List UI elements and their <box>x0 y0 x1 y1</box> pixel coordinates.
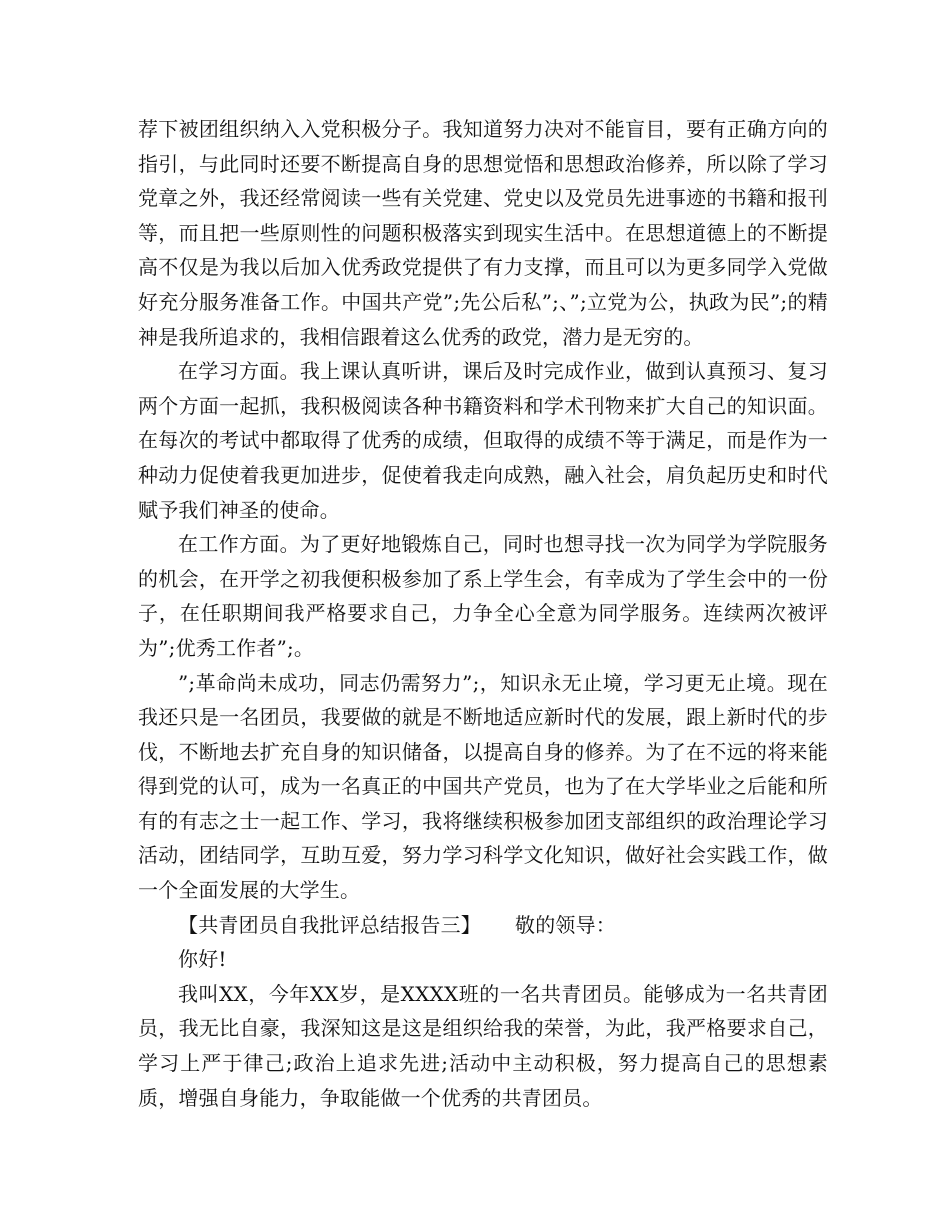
section-title: 【共青团员自我批评总结报告三】 <box>178 912 481 937</box>
salutation: 敬的领导： <box>515 912 616 937</box>
paragraph-continue-effort: ”;革命尚未成功，同志仍需努力”;，知识永无止境，学习更无止境。现在我还只是一名团员，我要做的就是不断地适应新时代的发展，跟上新时代的步伐，不断地去扩充自身的知识储备，以提高自身的修养。为了在不远的将来能得到党的认可，成为一名真正的中国共产党员，也为了在大学毕业之后能和所有的有志之士一起工作、学习，我将继续积极参加团支部组织的政治理论学习活动，团结同学，互助互爱，努力学习科学文化知识，做好社会实践工作，做一个全面发展的大学生。 <box>138 670 828 903</box>
document-page <box>138 112 828 1115</box>
paragraph-study: 在学习方面。我上课认真听讲，课后及时完成作业，做到认真预习、复习两个方面一起抓，我积极阅读各种书籍资料和学术刊物来扩大自己的知识面。在每次的考试中都取得了优秀的成绩，但取得的成绩不等于满足，而是作为一种动力促使着我更加进步，促使着我走向成熟，融入社会，肩负起历史和时代赋予我们神圣的使命。 <box>138 359 828 522</box>
paragraph-work: 在工作方面。为了更好地锻炼自己，同时也想寻找一次为同学为学院服务的机会，在开学之初我便积极参加了系上学生会，有幸成为了学生会中的一份子，在任职期间我严格要求自己，力争全心全意为同学服务。连续两次被评为”;优秀工作者”;。 <box>138 532 828 660</box>
greeting: 你好! <box>178 947 227 972</box>
paragraph-self-introduction: 我叫XX，今年XX岁，是XXXX班的一名共青团员。能够成为一名共青团员，我无比自豪，我深知这是这是组织给我的荣誉，为此，我严格要求自己，学习上严于律己;政治上追求先进;活动中主动积极，努力提高自己的思想素质，增强自身能力，争取能做一个优秀的共青团员。 <box>138 981 828 1110</box>
paragraph-party-commitment: 荐下被团组织纳入入党积极分子。我知道努力决对不能盲目，要有正确方向的指引，与此同时还要不断提高自身的思想觉悟和思想政治修养，所以除了学习党章之外，我还经常阅读一些有关党建、党史以及党员先进事迹的书籍和报刊等，而且把一些原则性的问题积极落实到现实生活中。在思想道德上的不断提高不仅是为我以后加入优秀政党提供了有力支撑，而且可以为更多同学入党做好充分服务准备工作。中国共产党”;先公后私”;、”;立党为公，执政为民”;的精神是我所追求的，我相信跟着这么优秀的政党，潜力是无穷的。 <box>138 117 828 349</box>
section-heading-line <box>138 908 828 943</box>
